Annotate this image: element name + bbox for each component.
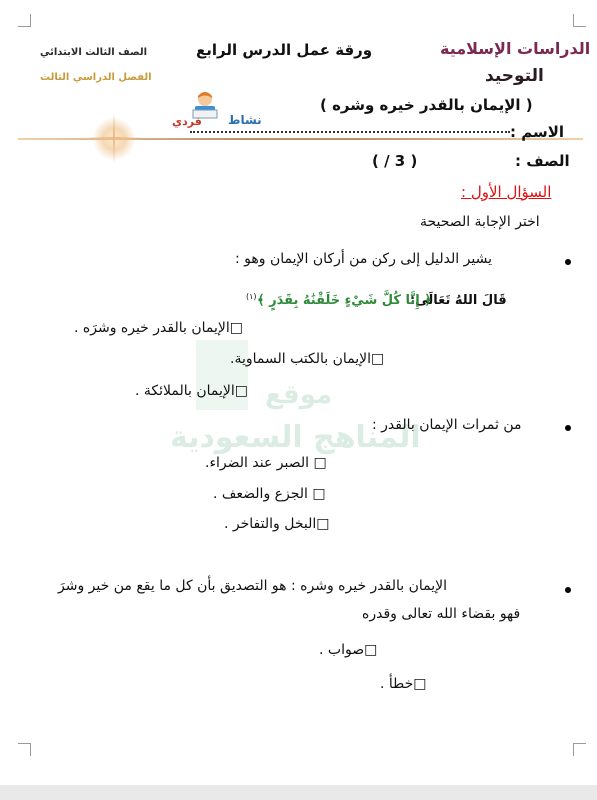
class-label: الصف : [515, 152, 570, 170]
item3-option-false[interactable]: □خطأ . [380, 676, 427, 692]
verse-text: ﴿ إِنَّا كُلَّ شَيْءٍ خَلَقْنَٰهُ بِقَدَرٍ ﴾ [257, 293, 432, 308]
glow-ornament-horizontal [84, 137, 144, 140]
question-instruction: اختر الإجابة الصحيحة [420, 214, 540, 230]
item2-option-1[interactable]: □ الصبر عند الضراء. [205, 455, 327, 471]
name-blank[interactable] [190, 131, 510, 133]
item1-option-3[interactable]: □الإيمان بالملائكة . [135, 383, 248, 399]
unit-title: التوحيد [485, 66, 544, 86]
semester-label: الفصل الدراسي الثالث [40, 72, 152, 83]
item1-prompt: يشير الدليل إلى ركن من أركان الإيمان وهو : [235, 251, 492, 267]
bullet [565, 587, 571, 593]
class-value: ( 3 / ) [372, 152, 418, 170]
crop-mark-bottom-left [18, 743, 31, 756]
item2-prompt: من ثمرات الإيمان بالقدر : [372, 417, 522, 433]
name-label: الاسم : [510, 123, 565, 141]
crop-mark-top-right [573, 14, 586, 27]
item2-option-2[interactable]: □ الجزع والضعف . [213, 486, 326, 502]
item3-prompt-line2: فهو بقضاء الله تعالى وقدره [362, 606, 521, 622]
subject-title: الدراسات الإسلامية [440, 39, 591, 58]
item1-option-2[interactable]: □الإيمان بالكتب السماوية. [230, 351, 385, 367]
page-bottom-margin [0, 785, 597, 800]
bullet [565, 259, 571, 265]
crop-mark-bottom-right [573, 743, 586, 756]
grade-label: الصف الثالث الابتدائي [40, 47, 148, 58]
item3-prompt-line1: الإيمان بالقدر خيره وشره : هو التصديق بأن كل ما يقع من خير وشرَ [58, 578, 448, 594]
item2-option-3[interactable]: □البخل والتفاخر . [224, 516, 330, 532]
verse-prefix: قَالَ اللهُ تَعَالَى: [410, 293, 507, 308]
crop-mark-top-left [18, 14, 31, 27]
watermark-line2: المناهج السعودية [170, 420, 421, 455]
verse-reference: (١) [246, 292, 257, 301]
activity-word: نشاط [228, 113, 262, 127]
bullet [565, 425, 571, 431]
activity-type: فردي [172, 115, 202, 128]
lesson-title: ( الإيمان بالقدر خيره وشره ) [320, 96, 533, 114]
question-title: السؤال الأول : [461, 183, 552, 201]
item3-option-true[interactable]: □صواب . [319, 642, 378, 658]
worksheet-title: ورقة عمل الدرس الرابع [196, 41, 373, 59]
item1-option-1[interactable]: □الإيمان بالقدر خيره وشرَه . [74, 320, 243, 336]
watermark-line1: موقع [265, 380, 333, 410]
